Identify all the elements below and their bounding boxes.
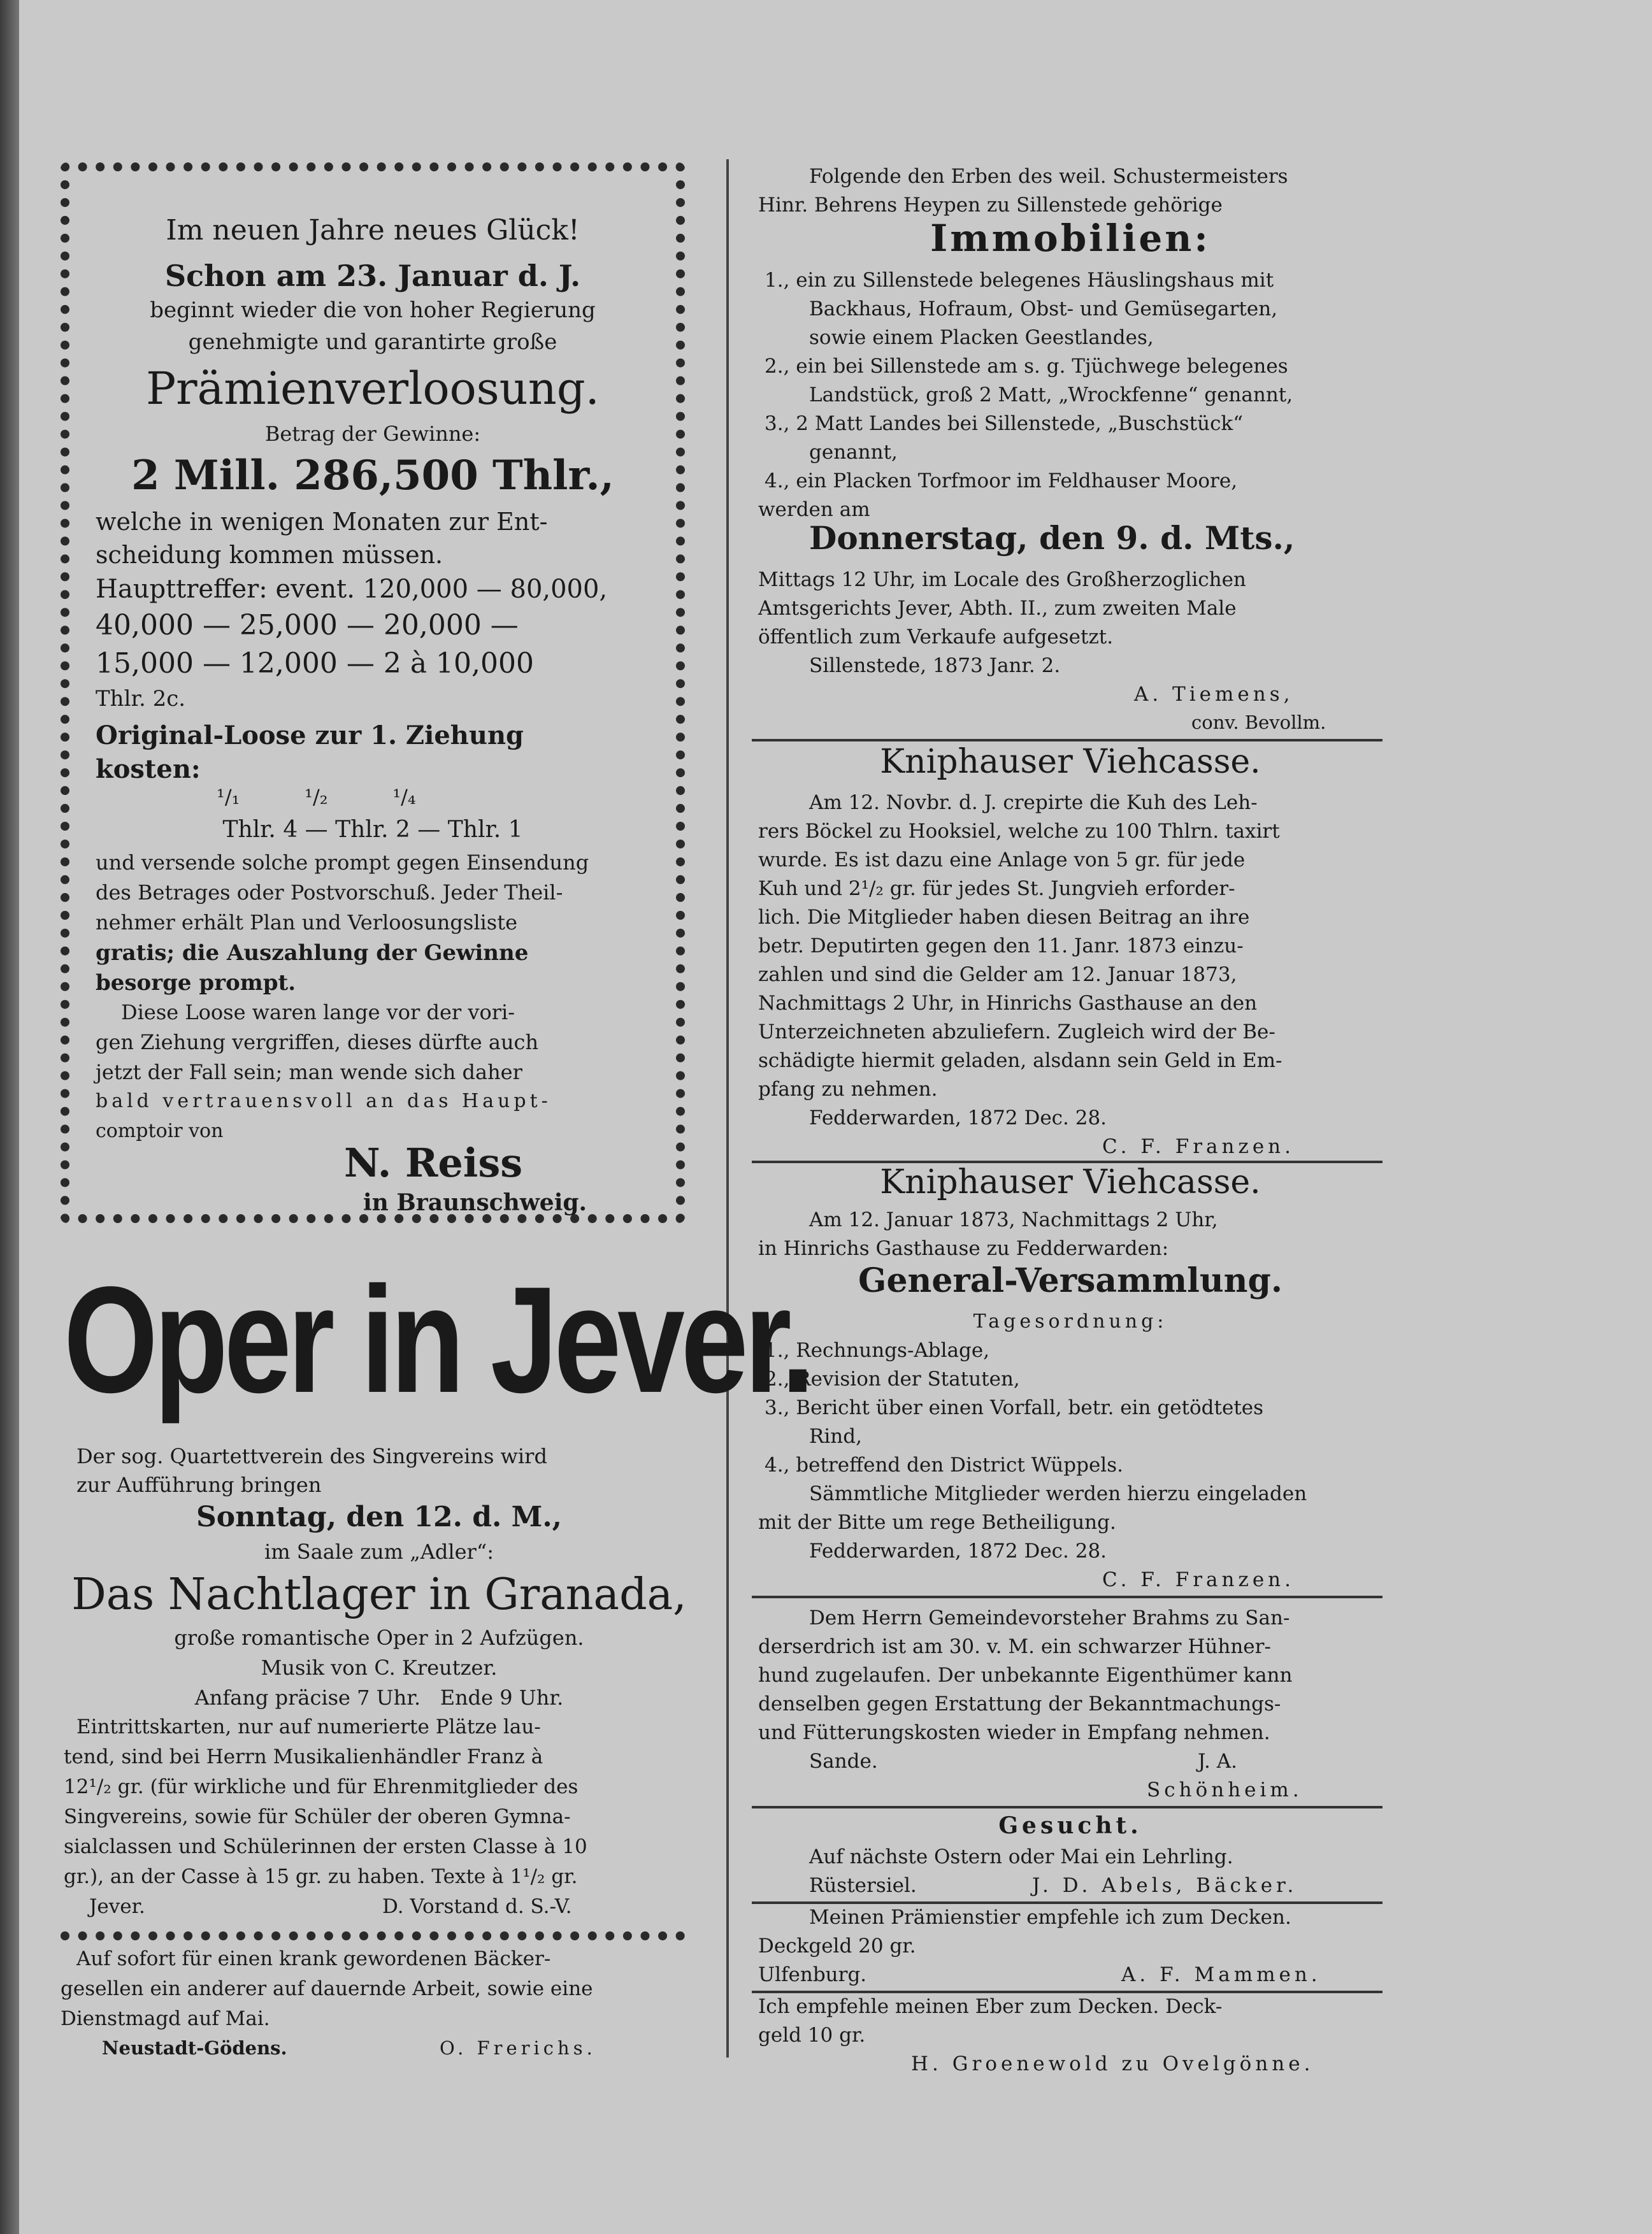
lottery-line: besorge prompt. [96,970,296,996]
boar-line: geld 10 gr. [758,2024,866,2047]
vieh1-line: rers Böckel zu Hooksiel, welche zu 100 Thlrn. taxirt [758,820,1280,843]
lottery-line: Original-Loose zur 1. Ziehung [96,720,524,750]
opera-line: zur Aufführung bringen [76,1473,322,1497]
lottery-line: und versende solche prompt gegen Einsendung [96,850,589,875]
lottery-line: welche in wenigen Monaten zur Ent- [96,508,548,536]
immo-line: 4., ein Placken Torfmoor im Feldhauser Moore, [765,469,1238,492]
lottery-date: Schon am 23. Januar d. J. [164,259,581,293]
immo-signature-title: conv. Bevollm. [1191,712,1326,733]
vieh2-agenda-item: 2., Revision der Statuten, [765,1368,1020,1391]
gesucht-heading: Gesucht. [998,1812,1142,1839]
dog-place: Sande. [809,1750,878,1773]
lottery-fractions: ¹/₁ ¹/₂ ¹/₄ [217,785,416,809]
vieh2-agenda-item: 3., Bericht über einen Vorfall, betr. ein getödtetes [765,1396,1264,1419]
gesucht-signature: J. D. Abels, Bäcker. [1032,1874,1298,1897]
baker-line: Dienstmagd auf Mai. [61,2007,270,2030]
immo-line: Folgende den Erben des weil. Schustermeisters [809,165,1288,188]
opera-place: Jever. [89,1895,145,1918]
vieh1-line: Am 12. Novbr. d. J. crepirte die Kuh des Leh- [809,791,1258,814]
lottery-line: beginnt wieder die von hoher Regierung [150,297,596,323]
immo-line: Amtsgerichts Jever, Abth. II., zum zweiten Male [758,597,1237,620]
baker-line: Auf sofort für einen krank gewordenen Bäcker- [76,1947,551,1970]
immo-line: Backhaus, Hofraum, Obst- und Gemüsegarten, [809,297,1278,320]
immo-line: 2., ein bei Sillenstede am s. g. Tjüchwege belegenes [765,355,1288,378]
baker-place: Neustadt-Gödens. [102,2037,287,2059]
opera-signature: D. Vorstand d. S.-V. [382,1895,572,1918]
opera-line: Eintrittskarten, nur auf numerierte Plätze lau- [76,1715,541,1738]
lottery-agent-name: N. Reiss [344,1140,523,1186]
divider [752,1596,1383,1598]
baker-signature: O. Frerichs. [440,2037,596,2059]
vieh2-agenda-item: Rind, [809,1425,862,1448]
vieh1-line: Kuh und 2¹/₂ gr. für jedes St. Jungvieh erforder- [758,877,1235,900]
vieh1-line: schädigte hiermit geladen, alsdann sein Geld in Em- [758,1049,1282,1072]
immo-line: genannt, [809,441,898,464]
immo-line: öffentlich zum Verkaufe aufgesetzt. [758,626,1114,648]
lottery-prices: Thlr. 4 — Thlr. 2 — Thlr. 1 [222,817,523,843]
opera-line: tend, sind bei Herrn Musikalienhändler Franz à [64,1745,543,1768]
boar-signature: H. Groenewold zu Ovelgönne. [911,2052,1314,2075]
immo-line: Sillenstede, 1873 Janr. 2. [809,654,1061,677]
gesucht-place: Rüstersiel. [809,1874,917,1897]
divider [752,1991,1383,1993]
lottery-line: genehmigte und garantirte große [188,329,557,355]
lottery-line: Diese Loose waren lange vor der vori- [121,1000,515,1024]
gesucht-line: Auf nächste Ostern oder Mai ein Lehrling. [809,1845,1233,1868]
dog-line: hund zugelaufen. Der unbekannte Eigenthümer kann [758,1664,1293,1687]
dog-signature: Schönheim. [1147,1779,1303,1801]
vieh2-agenda-item: 1., Rechnungs-Ablage, [765,1339,990,1362]
vieh2-agenda-heading: Tagesordnung: [973,1310,1168,1333]
lottery-line: jetzt der Fall sein; man wende sich daher [96,1060,522,1084]
lottery-line: nehmer erhält Plan und Verloosungsliste [96,910,517,934]
lottery-line: des Betrages oder Postvorschuß. Jeder Theil- [96,880,563,905]
divider [752,1901,1383,1904]
bull-line: Deckgeld 20 gr. [758,1935,916,1958]
vieh2-assembly: General-Versammlung. [858,1261,1282,1300]
vieh2-agenda-item: 4., betreffend den District Wüppels. [765,1454,1123,1477]
vieh2-heading: Kniphauser Viehcasse. [880,1163,1261,1201]
boar-line: Ich empfehle meinen Eber zum Decken. Deck- [758,1995,1223,2018]
lottery-slogan: Im neuen Jahre neues Glück! [166,214,580,247]
opera-line: Der sog. Quartettverein des Singvereins wird [76,1444,547,1468]
bull-place: Ulfenburg. [758,1963,867,1986]
vieh1-line: Unterzeichneten abzuliefern. Zugleich wird der Be- [758,1020,1275,1043]
immo-line: Mittags 12 Uhr, im Locale des Großherzoglichen [758,568,1246,591]
vieh1-date: Fedderwarden, 1872 Dec. 28. [809,1106,1107,1129]
lottery-line: comptoir von [96,1120,224,1142]
vieh2-line: in Hinrichs Gasthause zu Fedderwarden: [758,1237,1169,1260]
lottery-line: 15,000 — 12,000 — 2 à 10,000 [96,647,535,680]
immo-date: Donnerstag, den 9. d. Mts., [809,519,1295,557]
immo-line: Hinr. Behrens Heypen zu Sillenstede gehörige [758,194,1223,217]
immo-line: Landstück, groß 2 Matt, „Wrockfenne“ genannt, [809,383,1293,406]
opera-line: Musik von C. Kreutzer. [261,1656,498,1680]
immo-line: 1., ein zu Sillenstede belegenes Häuslingshaus mit [765,269,1274,292]
opera-date: Sonntag, den 12. d. M., [196,1501,563,1533]
vieh2-date: Fedderwarden, 1872 Dec. 28. [809,1540,1107,1563]
lottery-agent-city: in Braunschweig. [363,1189,587,1216]
opera-divider-dots [61,1931,685,1940]
lottery-title: Prämienverloosung. [146,362,600,415]
divider [752,1806,1383,1808]
opera-line: Anfang präcise 7 Uhr. Ende 9 Uhr. [194,1686,564,1710]
lottery-line: Thlr. 2c. [96,686,186,712]
divider [752,739,1383,741]
immo-heading: Immobilien: [930,217,1210,260]
vieh2-line: mit der Bitte um rege Betheiligung. [758,1511,1116,1534]
dog-line: und Fütterungskosten wieder in Empfang nehmen. [758,1721,1270,1744]
lottery-line: gratis; die Auszahlung der Gewinne [96,940,529,966]
baker-line: gesellen ein anderer auf dauernde Arbeit, sowie eine [61,1977,593,2000]
vieh2-line: Am 12. Januar 1873, Nachmittags 2 Uhr, [809,1208,1218,1231]
lottery-line: Haupttreffer: event. 120,000 — 80,000, [96,575,608,604]
immo-line: sowie einem Placken Geestlandes, [809,326,1154,349]
vieh1-line: betr. Deputirten gegen den 11. Janr. 1873 einzu- [758,934,1244,957]
opera-headline: Oper in Jever. [64,1256,811,1425]
dog-line: derserdrich ist am 30. v. M. ein schwarzer Hühner- [758,1635,1271,1658]
lottery-line: scheidung kommen müssen. [96,541,443,569]
dog-signature-initials: J. A. [1198,1750,1237,1773]
vieh1-line: wurde. Es ist dazu eine Anlage von 5 gr. für jede [758,848,1246,871]
page-left-edge [0,0,19,2234]
vieh1-line: zahlen und sind die Gelder am 12. Januar 1873, [758,963,1237,986]
vieh1-line: lich. Die Mitglieder haben diesen Beitrag an ihre [758,906,1250,929]
opera-venue: im Saale zum „Adler“: [264,1540,494,1564]
lottery-line: 40,000 — 25,000 — 20,000 — [96,609,519,641]
vieh1-heading: Kniphauser Viehcasse. [880,743,1261,781]
bull-line: Meinen Prämienstier empfehle ich zum Decken. [809,1906,1291,1929]
bull-signature: A. F. Mammen. [1121,1963,1321,1986]
opera-line: große romantische Oper in 2 Aufzügen. [174,1626,584,1650]
dog-line: denselben gegen Erstattung der Bekanntmachungs- [758,1693,1281,1715]
lottery-line: gen Ziehung vergriffen, dieses dürfte auch [96,1030,539,1054]
lottery-line: Betrag der Gewinne: [264,422,481,446]
dog-line: Dem Herrn Gemeindevorsteher Brahms zu San- [809,1607,1290,1629]
lottery-prize-total: 2 Mill. 286,500 Thlr., [131,452,614,499]
vieh2-signature: C. F. Franzen. [1102,1568,1295,1591]
opera-line: 12¹/₂ gr. (für wirkliche und für Ehrenmitglieder des [64,1775,578,1798]
opera-line: gr.), an der Casse à 15 gr. zu haben. Texte à 1¹/₂ gr. [64,1865,578,1888]
lottery-line: bald vertrauensvoll an das Haupt- [96,1090,552,1112]
immo-line: werden am [758,498,870,521]
lottery-line: kosten: [96,754,201,784]
vieh1-line: Nachmittags 2 Uhr, in Hinrichs Gasthause an den [758,992,1258,1015]
opera-line: Singvereins, sowie für Schüler der oberen Gymna- [64,1805,571,1828]
opera-line: sialclassen und Schülerinnen der ersten Classe à 10 [64,1835,587,1858]
vieh1-signature: C. F. Franzen. [1102,1135,1295,1158]
opera-title: Das Nachtlager in Granada, [71,1570,687,1620]
column-divider [726,159,729,2058]
vieh2-line: Sämmtliche Mitglieder werden hierzu eingeladen [809,1482,1307,1505]
immo-signature: A. Tiemens, [1134,683,1294,706]
immo-line: 3., 2 Matt Landes bei Sillenstede, „Buschstück“ [765,412,1244,435]
vieh1-line: pfang zu nehmen. [758,1078,938,1101]
